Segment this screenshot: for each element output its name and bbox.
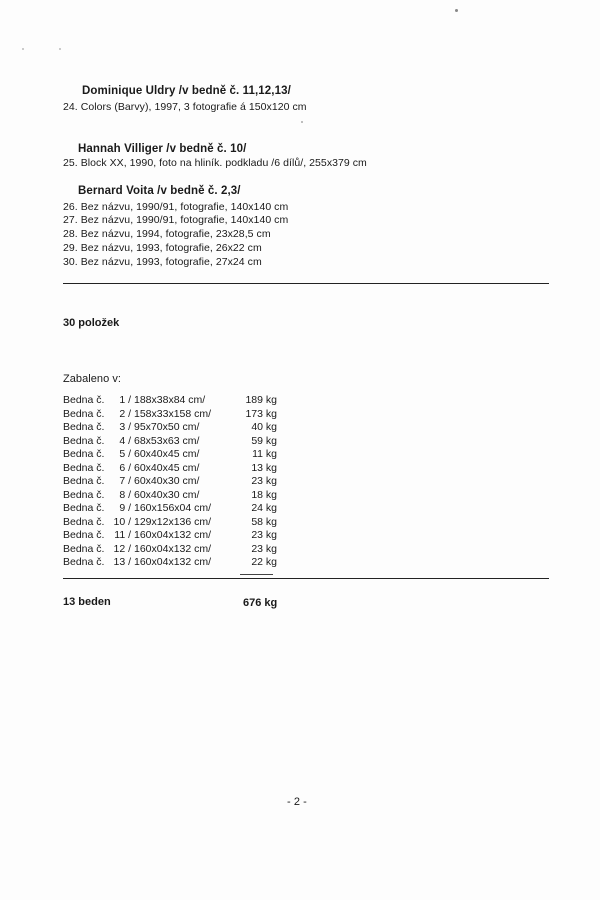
crate-label: Bedna č. xyxy=(63,448,105,460)
crate-number: 7 / xyxy=(119,475,131,487)
crates-table xyxy=(63,394,277,570)
crate-number: 1 / xyxy=(119,394,131,406)
crate-row xyxy=(63,516,277,530)
crate-weight: 13 kg xyxy=(251,461,277,474)
artist-heading-uldry: Dominique Uldry /v bedně č. 11,12,13/ xyxy=(82,85,291,97)
crate-number: 10 / xyxy=(113,515,131,528)
crate-label: Bedna č. xyxy=(63,394,105,406)
crate-label: Bedna č. xyxy=(63,502,105,514)
crate-dimensions: 60x40x45 cm/ xyxy=(134,461,200,474)
crate-number: 5 / xyxy=(119,448,131,460)
weight-total: 676 kg xyxy=(243,597,278,609)
artist-heading-villiger: Hannah Villiger /v bedně č. 10/ xyxy=(78,143,247,155)
crate-row xyxy=(63,529,277,543)
crate-number: 9 / xyxy=(119,502,131,514)
work-item-24: 24. Colors (Barvy), 1997, 3 fotografie á 150x120 cm xyxy=(63,101,307,113)
crate-weight: 173 kg xyxy=(245,407,277,420)
work-item-30: 30. Bez názvu, 1993, fotografie, 27x24 cm xyxy=(63,256,262,268)
items-total: 30 položek xyxy=(63,317,120,329)
crate-label: Bedna č. xyxy=(63,488,105,501)
packed-label: Zabaleno v: xyxy=(63,373,122,385)
crate-row xyxy=(63,489,277,503)
crate-weight: 59 kg xyxy=(251,434,277,447)
crate-label: Bedna č. xyxy=(63,475,105,487)
crate-label: Bedna č. xyxy=(63,434,105,447)
crate-label: Bedna č. xyxy=(63,556,105,568)
work-item-27: 27. Bez názvu, 1990/91, fotografie, 140x140 cm xyxy=(63,214,289,226)
crate-number: 12 / xyxy=(113,542,131,555)
crate-row xyxy=(63,394,277,408)
crate-weight: 24 kg xyxy=(251,502,277,514)
crate-dimensions: 60x40x30 cm/ xyxy=(134,488,200,501)
crate-dimensions: 160x04x132 cm/ xyxy=(134,556,212,568)
crate-number: 8 / xyxy=(119,488,131,501)
crate-weight: 23 kg xyxy=(251,529,277,541)
section-divider xyxy=(63,283,549,284)
crate-number: 11 / xyxy=(114,529,131,541)
crate-dimensions: 160x04x132 cm/ xyxy=(134,542,212,555)
page-number: - 2 - xyxy=(287,796,307,808)
crate-dimensions: 95x70x50 cm/ xyxy=(134,421,200,433)
crates-total: 13 beden xyxy=(63,596,111,608)
crate-dimensions: 68x53x63 cm/ xyxy=(134,434,200,447)
crate-row xyxy=(63,475,277,489)
crate-row xyxy=(63,543,277,557)
work-item-29: 29. Bez názvu, 1993, fotografie, 26x22 cm xyxy=(63,242,262,254)
scan-speck xyxy=(455,9,458,12)
crate-dimensions: 160x156x04 cm/ xyxy=(134,502,212,514)
crate-weight: 189 kg xyxy=(245,394,277,406)
crate-number: 3 / xyxy=(119,421,131,433)
crate-row xyxy=(63,556,277,570)
crates-table-body xyxy=(63,394,277,570)
crate-weight: 58 kg xyxy=(251,515,277,528)
crate-row xyxy=(63,462,277,476)
weight-column-underline xyxy=(240,574,273,575)
crate-label: Bedna č. xyxy=(63,407,105,420)
crate-label: Bedna č. xyxy=(63,461,105,474)
work-item-26: 26. Bez názvu, 1990/91, fotografie, 140x140 cm xyxy=(63,201,289,213)
scan-speck xyxy=(301,121,303,123)
crate-row xyxy=(63,421,277,435)
crate-row xyxy=(63,502,277,516)
crate-dimensions: 60x40x45 cm/ xyxy=(134,448,200,460)
crate-label: Bedna č. xyxy=(63,421,105,433)
artist-heading-voita: Bernard Voita /v bedně č. 2,3/ xyxy=(78,185,241,197)
work-item-28: 28. Bez názvu, 1994, fotografie, 23x28,5 cm xyxy=(63,228,271,240)
crate-label: Bedna č. xyxy=(63,515,105,528)
crate-number: 2 / xyxy=(119,407,131,420)
crate-number: 6 / xyxy=(119,461,131,474)
crate-row xyxy=(63,408,277,422)
crate-number: 4 / xyxy=(119,434,131,447)
crate-weight: 11 kg xyxy=(252,448,277,460)
crate-dimensions: 160x04x132 cm/ xyxy=(134,529,212,541)
crate-dimensions: 129x12x136 cm/ xyxy=(134,515,212,528)
crate-label: Bedna č. xyxy=(63,529,105,541)
crate-weight: 23 kg xyxy=(251,475,277,487)
scan-speck xyxy=(59,48,61,50)
work-item-25: 25. Block XX, 1990, foto na hliník. podkladu /6 dílů/, 255x379 cm xyxy=(63,157,367,169)
scan-speck xyxy=(22,48,24,50)
crate-label: Bedna č. xyxy=(63,542,105,555)
totals-divider xyxy=(63,578,549,579)
crate-weight: 18 kg xyxy=(251,488,277,501)
crate-number: 13 / xyxy=(113,556,131,568)
crate-dimensions: 188x38x84 cm/ xyxy=(134,394,206,406)
crate-dimensions: 60x40x30 cm/ xyxy=(134,475,200,487)
crate-weight: 22 kg xyxy=(251,556,277,568)
crate-row xyxy=(63,448,277,462)
crate-weight: 23 kg xyxy=(251,542,277,555)
crate-row xyxy=(63,435,277,449)
crate-dimensions: 158x33x158 cm/ xyxy=(134,407,212,420)
crate-weight: 40 kg xyxy=(251,421,277,433)
